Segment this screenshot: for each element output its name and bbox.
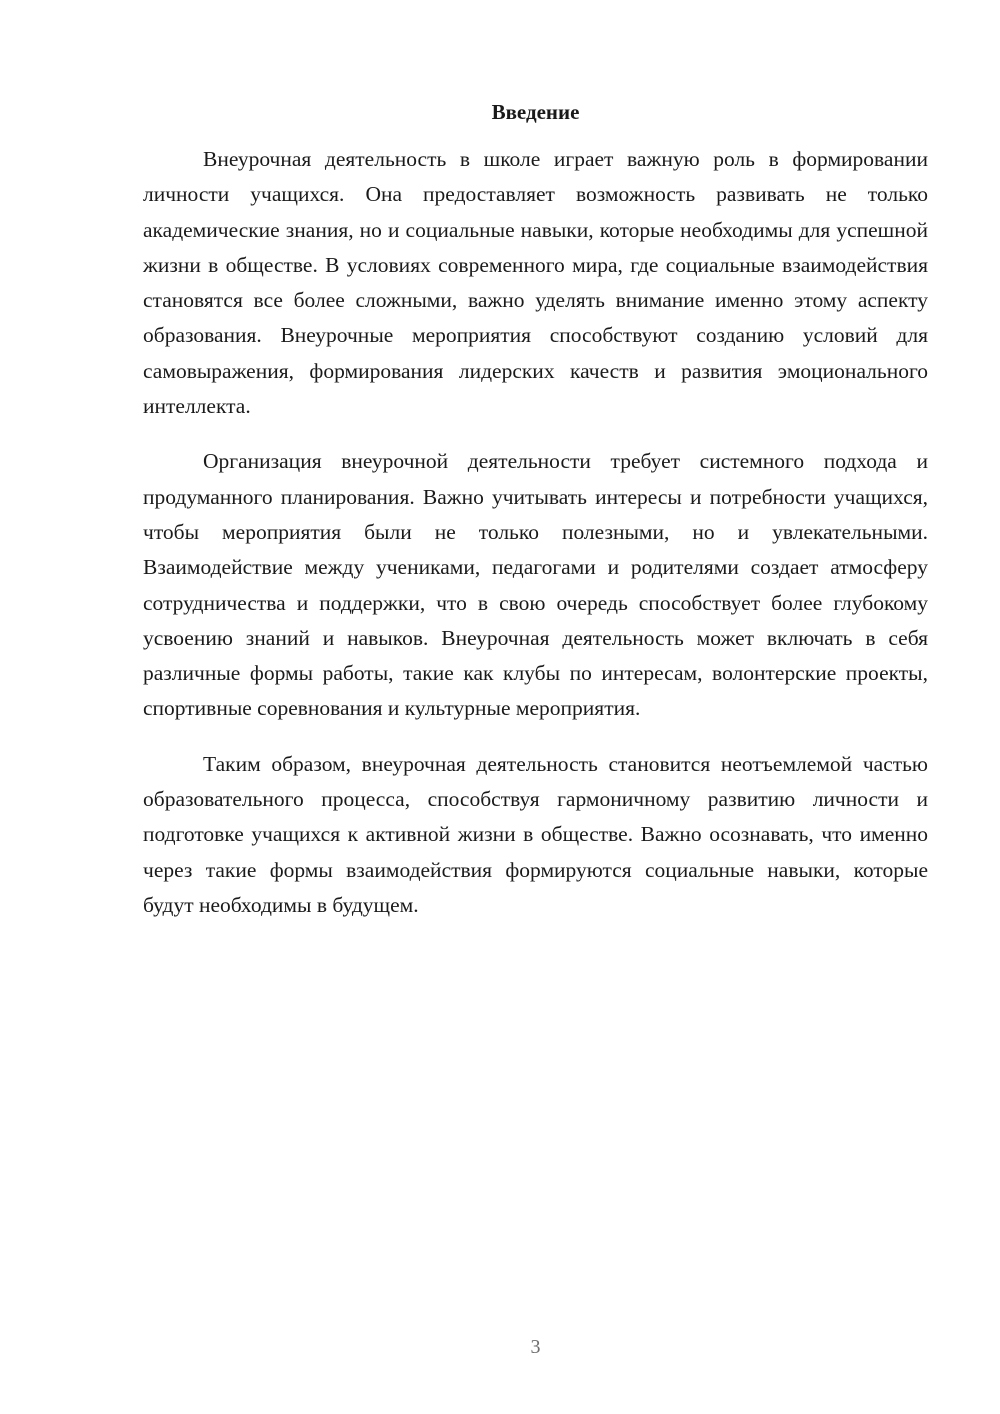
paragraph-3: Таким образом, внеурочная деятельность становится неотъемлемой частью образовательного процесса, способствуя гармоничному развитию личности и подготовке учащихся к активной жизни в обществе. Важно осознавать, что именно через такие формы взаимодействия формируются социальные навыки, которые будут необходимы в будущем. [143, 751, 928, 917]
body-text [143, 142, 928, 943]
paragraph-1: Внеурочная деятельность в школе играет важную роль в формировании личности учащихся. Она предоставляет возможность развивать не только академические знания, но и социальные навыки, которые необходимы для успешной жизни в обществе. В условиях современного мира, где социальные взаимодействия становятся все более сложными, важно уделять внимание именно этому аспекту образования. Внеурочные мероприятия способствуют созданию условий для самовыражения, формирования лидерских качеств и развития эмоционального интеллекта. [143, 147, 928, 419]
paragraph-2: Организация внеурочной деятельности требует системного подхода и продуманного планирования. Важно учитывать интересы и потребности учащихся, чтобы мероприятия были не только полезными, но и увлекательными. Взаимодействие между учениками, педагогами и родителями создает атмосферу сотрудничества и поддержки, что в свою очередь способствует более глубокому усвоению знаний и навыков. Внеурочная деятельность может включать в себя различные формы работы, такие как клубы по интересам, волонтерские проекты, спортивные соревнования и культурные мероприятия. [143, 449, 928, 721]
section-title: Введение [491, 100, 580, 124]
page-number: 3 [530, 1336, 541, 1358]
